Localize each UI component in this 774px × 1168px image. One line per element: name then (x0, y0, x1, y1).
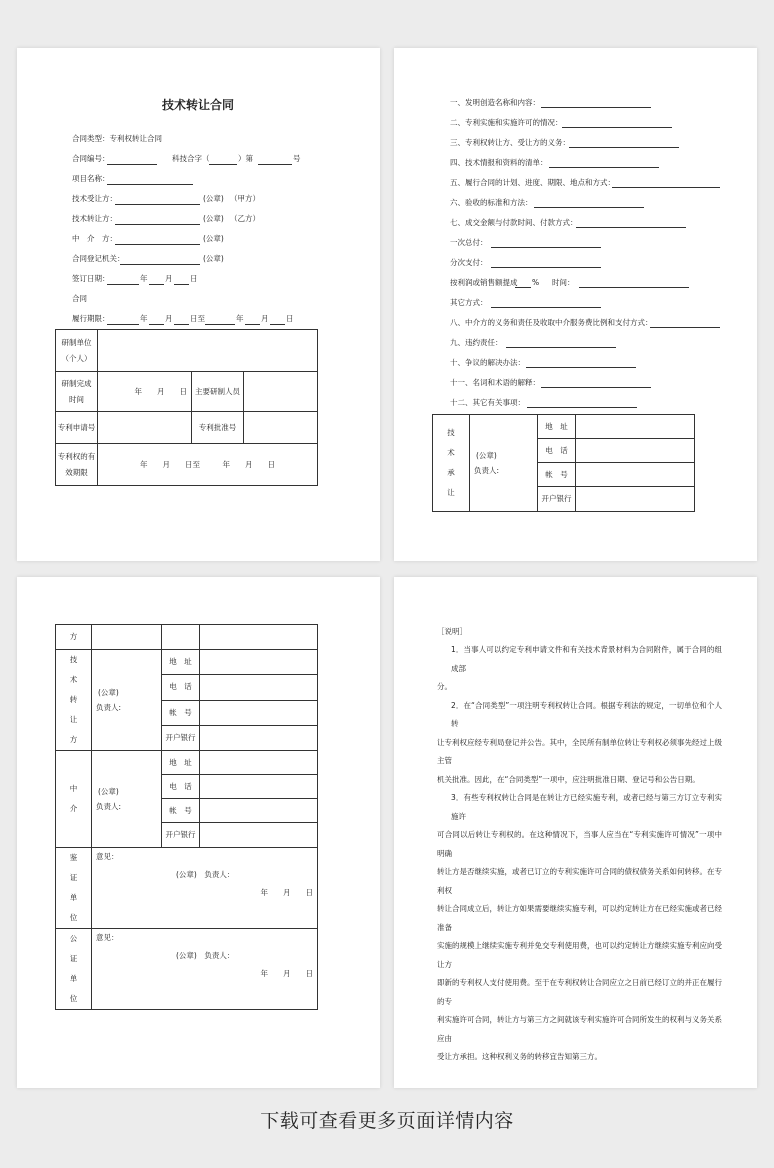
side-char: 单 (69, 974, 78, 983)
assignor-phone-value (200, 675, 318, 700)
term-label: 履行期限： (72, 314, 110, 323)
note-line: 3．有些专利权转让合同是在转让方已经实施专利，或者已经与第三方订立专利实施许 (451, 793, 722, 821)
sign-date-label: 签订日期： (72, 274, 110, 283)
item-7: 七、成交金额与付款时间、付款方式： (450, 218, 578, 227)
item-9-blank (506, 347, 616, 348)
side-char: 单 (69, 893, 78, 902)
patent-approval-no-label: 专利批准号 (192, 412, 244, 444)
item-12: 十二、其它有关事项： (450, 398, 525, 407)
phone-value (576, 439, 695, 463)
side-char: 位 (69, 994, 78, 1003)
intermediary-phone-value (200, 775, 318, 799)
tech-word-close: ）第 (238, 154, 253, 163)
project-name-label: 项目名称： (72, 174, 110, 183)
appraisal-opinion-cell (92, 848, 318, 929)
royalty-time-label: 时间： (552, 278, 575, 287)
assignee-seal: (公章) (476, 450, 497, 460)
registry-seal: (公章) (203, 254, 224, 263)
assignor-side-cell (56, 650, 92, 751)
project-name-blank (107, 184, 193, 185)
item-2: 二、专利实施和实施许可的情况： (450, 118, 563, 127)
intermediary-account-value (200, 799, 318, 823)
notary-seal-person: (公章) 负责人： (176, 951, 235, 960)
item-10: 十、争议的解决办法： (450, 358, 525, 367)
account-value (576, 463, 695, 487)
dev-unit-cell (56, 330, 98, 372)
item-10-blank (526, 367, 636, 368)
item-1: 一、发明创造名称和内容： (450, 98, 540, 107)
item-4-blank (549, 167, 659, 168)
intermediary-address-label: 地 址 (162, 751, 200, 775)
notary-opinion-cell (92, 929, 318, 1010)
sign-month: 月 (165, 274, 173, 283)
assignor-bank-value (200, 725, 318, 750)
assignor-person: 负责人: (96, 702, 122, 712)
note-line: 分。 (437, 682, 452, 691)
item-6-blank (534, 207, 644, 208)
contract-number-label: 合同编号： (72, 154, 110, 163)
note-line: 即新的专利权人支付使用费。至于在专利权转让合同应立之日前已经订立的并正在履行的专 (437, 978, 722, 1006)
intermediary-bank-value (200, 823, 318, 848)
patent-info-table (55, 329, 318, 486)
assignee-person: 负责人: (474, 465, 500, 475)
intermediary-bank-label: 开户银行 (162, 823, 200, 848)
item-4: 四、技术情报和资料的清单： (450, 158, 548, 167)
assignee-info-table (432, 414, 695, 512)
item-11: 十一、名词和术语的解释： (450, 378, 540, 387)
assignee-side-cell (433, 415, 470, 512)
side-char: 鉴 (69, 853, 78, 862)
item-royalty: 按利润或销售额提成 (450, 278, 518, 287)
term-month1: 月 (165, 314, 173, 323)
side-char: 证 (69, 873, 78, 882)
assignee-seal-cell (470, 415, 538, 512)
top-cell-2 (92, 625, 162, 650)
side-char: 承 (447, 468, 455, 477)
note-line: 转让合同成立后，转让方如果需要继续实施专利，可以约定转让方在已经实施或者已经准备 (437, 904, 722, 932)
sign-day: 日 (190, 274, 198, 283)
account-label: 帐 号 (538, 463, 576, 487)
side-char: 术 (69, 675, 78, 684)
intermediary-label: 中 介 方： (72, 234, 117, 243)
registry-label: 合同登记机关： (72, 254, 125, 263)
page-1 (17, 48, 380, 561)
assignor-blank (115, 224, 200, 225)
address-label: 地 址 (538, 415, 576, 439)
top-cell-3 (162, 625, 200, 650)
tech-word-label: 科技合字（ (172, 154, 210, 163)
term-day-to: 日至 (190, 314, 205, 323)
download-more-caption[interactable]: 下载可查看更多页面详情内容 (260, 1110, 514, 1132)
patent-app-no-value (98, 412, 192, 444)
validity-sub: 效期限 (65, 467, 88, 477)
term-day1-blank (174, 324, 189, 325)
assignor-seal: (公章) (98, 687, 119, 697)
term-year1: 年 (140, 314, 148, 323)
note-line: 可合同以后转让专利权的。在这种情况下，当事人应当在“专利实施许可情况”一项中明确 (437, 830, 722, 858)
term-month2-blank (245, 324, 260, 325)
side-char: 位 (69, 913, 78, 922)
main-staff-label: 主要研制人员 (192, 372, 244, 412)
side-char: 介 (69, 804, 78, 813)
side-char: 中 (69, 784, 78, 793)
intermediary-seal: (公章) (98, 786, 119, 796)
side-char: 证 (69, 954, 78, 963)
notary-opinion-label: 意见： (96, 933, 119, 942)
side-char: 让 (447, 488, 455, 497)
parties-table (55, 624, 318, 1010)
hao-blank (258, 164, 292, 165)
contract-title: 技术转让合同 (162, 98, 235, 112)
other-way-blank (491, 307, 601, 308)
item-8-blank (650, 327, 720, 328)
note-line: 转让方是否继续实施，或者已订立的专利实施许可合同的债权债务关系如何转移。在专利权 (437, 867, 722, 895)
sign-year-blank (107, 284, 139, 285)
lump-sum-blank (491, 247, 601, 248)
notary-side-cell (56, 929, 92, 1010)
item-12-blank (527, 407, 637, 408)
item-11-blank (541, 387, 651, 388)
notes-body (437, 641, 722, 1067)
item-lump-sum: 一次总付： (450, 238, 488, 247)
note-line: 让专利权应经专利局登记并公告。其中，全民所有制单位转让专利权必须事先经过上级主管 (437, 737, 722, 765)
patent-approval-no-value (244, 412, 318, 444)
appraisal-side-cell (56, 848, 92, 929)
intermediary-person: 负责人: (96, 801, 122, 811)
dev-unit-value (98, 330, 318, 372)
note-line: 受让方承担。这种权利义务的转移宜告知第三方。 (437, 1052, 602, 1061)
top-side-cell: 方 (56, 625, 92, 650)
assignor-phone-label: 电 话 (162, 675, 200, 700)
assignee-blank (115, 204, 200, 205)
assignee-seal: (公章) (203, 194, 224, 203)
assignor-seal: (公章) (203, 214, 224, 223)
royalty-percent: % (532, 278, 540, 287)
intermediary-side-cell (56, 751, 92, 848)
note-line: 机关批准。因此，在“合同类型”一项中，应注明批准日期、登记号和公告日期。 (437, 774, 700, 784)
item-8: 八、中介方的义务和责任及收取中介服务费比例和支付方式： (450, 318, 653, 327)
dev-done-sub: 时间 (69, 394, 84, 404)
side-char: 方 (69, 735, 78, 744)
term-month1-blank (149, 324, 164, 325)
side-char: 术 (447, 448, 455, 457)
term-year2-blank (205, 324, 235, 325)
page-3 (17, 577, 380, 1088)
hao-label: 号 (293, 154, 301, 163)
phone-label: 电 话 (538, 439, 576, 463)
appraisal-date: 年 月 日 (260, 888, 313, 897)
appraisal-opinion-label: 意见： (96, 852, 119, 861)
registry-blank (120, 264, 200, 265)
validity-cell (56, 444, 98, 486)
dev-done-label: 研制完成 (61, 378, 92, 388)
tech-word-blank (209, 164, 237, 165)
term-month2: 月 (261, 314, 269, 323)
royalty-time-blank (579, 287, 689, 288)
sign-year: 年 (140, 274, 148, 283)
notary-date: 年 月 日 (260, 969, 313, 978)
dev-unit-label: 研制单位 (61, 337, 92, 347)
address-value (576, 415, 695, 439)
item-other-way: 其它方式： (450, 298, 488, 307)
item-2-blank (562, 127, 672, 128)
side-char: 转 (69, 695, 78, 704)
party-b: （乙方） (230, 214, 260, 223)
side-char: 公 (69, 934, 78, 943)
dev-unit-sub: （个人） (61, 353, 92, 363)
dev-done-date: 年 月 日 (98, 372, 192, 412)
side-char: 让 (69, 715, 78, 724)
note-line: 实施的规模上继续实施专利并免交专利使用费，也可以约定转让方继续实施专利应向受让方 (437, 941, 722, 969)
note-line: 利实施许可合同，转让方与第三方之间就该专利实施许可合同所发生的权利与义务关系应由 (437, 1015, 722, 1043)
item-installments: 分次支付： (450, 258, 488, 267)
note-line: 2．在“合同类型”一项注明专利权转让合同。根据专利法的规定，一切单位和个人转 (451, 700, 722, 728)
term-day2-blank (270, 324, 285, 325)
contract-type: 合同类型：专利权转让合同 (72, 134, 162, 143)
assignor-bank-label: 开户银行 (162, 725, 200, 750)
top-cell-4 (200, 625, 318, 650)
assignor-account-value (200, 700, 318, 725)
item-3: 三、专利权转让方、受让方的义务： (450, 138, 570, 147)
page-2 (394, 48, 757, 561)
installments-blank (491, 267, 601, 268)
validity-label: 专利权的有 (57, 451, 96, 461)
assignor-label: 技术转让方： (72, 214, 117, 223)
intermediary-seal: (公章) (203, 234, 224, 243)
sign-month-blank (149, 284, 164, 285)
item-3-blank (569, 147, 679, 148)
item-5: 五、履行合同的计划、进度、期限、地点和方式： (450, 178, 615, 187)
note-line: 1．当事人可以约定专利申请文件和有关技术背景材料为合同附件，属于合同的组成部 (451, 645, 722, 673)
item-9: 九、违约责任： (450, 338, 503, 347)
term-year2: 年 (236, 314, 244, 323)
contract-number-blank (107, 164, 157, 165)
sign-day-blank (174, 284, 189, 285)
term-day2: 日 (286, 314, 294, 323)
intermediary-blank (115, 244, 200, 245)
notes-heading: ［说明］ (437, 627, 467, 636)
royalty-blank (515, 287, 531, 288)
patent-app-no-label: 专利申请号 (56, 412, 98, 444)
page-4 (394, 577, 757, 1088)
term-year1-blank (107, 324, 139, 325)
side-char: 技 (447, 428, 455, 437)
assignee-label: 技术受让方： (72, 194, 117, 203)
dev-done-cell (56, 372, 98, 412)
intermediary-address-value (200, 751, 318, 775)
main-staff-value (244, 372, 318, 412)
item-6: 六、验收的标准和方法： (450, 198, 533, 207)
bank-value (576, 487, 695, 512)
validity-range: 年 月 日至 年 月 日 (98, 444, 318, 486)
item-5-blank (612, 187, 720, 188)
bank-label: 开户银行 (538, 487, 576, 512)
assignor-seal-cell (92, 650, 162, 751)
item-7-blank (576, 227, 686, 228)
intermediary-seal-cell (92, 751, 162, 848)
appraisal-seal-person: (公章) 负责人： (176, 870, 235, 879)
intermediary-account-label: 帐 号 (162, 799, 200, 823)
item-1-blank (541, 107, 651, 108)
contract-label: 合同 (72, 294, 87, 303)
side-char: 技 (69, 655, 78, 664)
assignor-address-value (200, 650, 318, 675)
party-a: （甲方） (230, 194, 260, 203)
assignor-account-label: 帐 号 (162, 700, 200, 725)
assignor-address-label: 地 址 (162, 650, 200, 675)
intermediary-phone-label: 电 话 (162, 775, 200, 799)
